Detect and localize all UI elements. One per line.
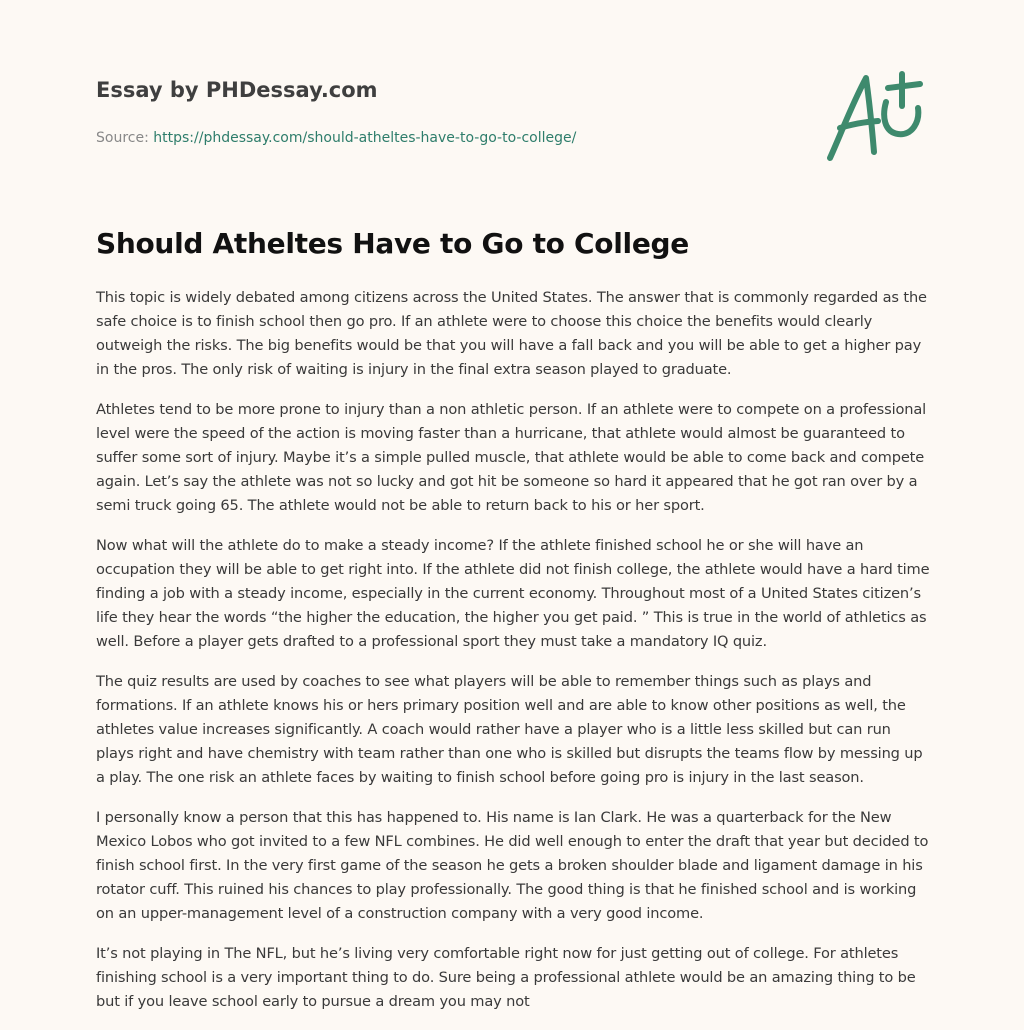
essay-paragraph: It’s not playing in The NFL, but he’s living very comfortable right now for just getting out of college. For athletes finishing school is a very important thing to do. Sure being a professional athlete would be an amazing thing to be but if you leave school early to pursue a dream you may not	[96, 945, 916, 1010]
essay-paragraph: Now what will the athlete do to make a steady income? If the athlete finished school he or she will have an occupation they will be able to get right into. If the athlete did not finish college, the athlete would have a hard time finding a job with a steady income, especially in the current economy. Throughout most of a United States citizen’s life they hear the words “the higher the education, the higher you get paid. ” This is true in the world of athletics as well. Before a player gets drafted to a professional sport they must take a mandatory IQ quiz.	[96, 537, 930, 650]
a-plus-logo-icon	[820, 66, 930, 166]
essay-paragraph: The quiz results are used by coaches to see what players will be able to remember things such as plays and formations. If an athlete knows his or hers primary position well and are able to know other positions as well, the athletes value increases significantly. A coach would rather have a player who is a little less skilled but can run plays right and have chemistry with team rather than one who is skilled but disrupts the teams flow by messing up a play. The one risk an athlete faces by waiting to finish school before going pro is injury in the last season.	[96, 673, 923, 786]
essay-body	[96, 286, 932, 1030]
site-brand: Essay by PHDessay.com	[96, 78, 378, 102]
essay-title: Should Atheltes Have to Go to College	[96, 227, 689, 260]
source-line	[96, 128, 796, 148]
essay-paragraph: I personally know a person that this has happened to. His name is Ian Clark. He was a quarterback for the New Mexico Lobos who got invited to a few NFL combines. He did well enough to enter the draft that year but decided to finish school first. In the very first game of the season he gets a broken shoulder blade and ligament damage in his rotator cuff. This ruined his chances to play professionally. The good thing is that he finished school and is working on an upper-management level of a construction company with a very good income.	[96, 809, 929, 922]
essay-paragraph: This topic is widely debated among citizens across the United States. The answer that is commonly regarded as the safe choice is to finish school then go pro. If an athlete were to choose this choice the benefits would clearly outweigh the risks. The big benefits would be that you will have a fall back and you will be able to get a higher pay in the pros. The only risk of waiting is injury in the final extra season played to graduate.	[96, 289, 927, 378]
header	[96, 76, 796, 148]
source-link[interactable]: https://phdessay.com/should-atheltes-have-to-go-to-college/	[153, 130, 577, 146]
source-label: Source:	[96, 130, 154, 146]
essay-paragraph: Athletes tend to be more prone to injury than a non athletic person. If an athlete were to compete on a professional level were the speed of the action is moving faster than a hurricane, that athlete would almost be guaranteed to suffer some sort of injury. Maybe it’s a simple pulled muscle, that athlete would be able to come back and compete again. Let’s say the athlete was not so lucky and got hit be someone so hard it appeared that he got ran over by a semi truck going 65. The athlete would not be able to return back to his or her sport.	[96, 401, 927, 514]
